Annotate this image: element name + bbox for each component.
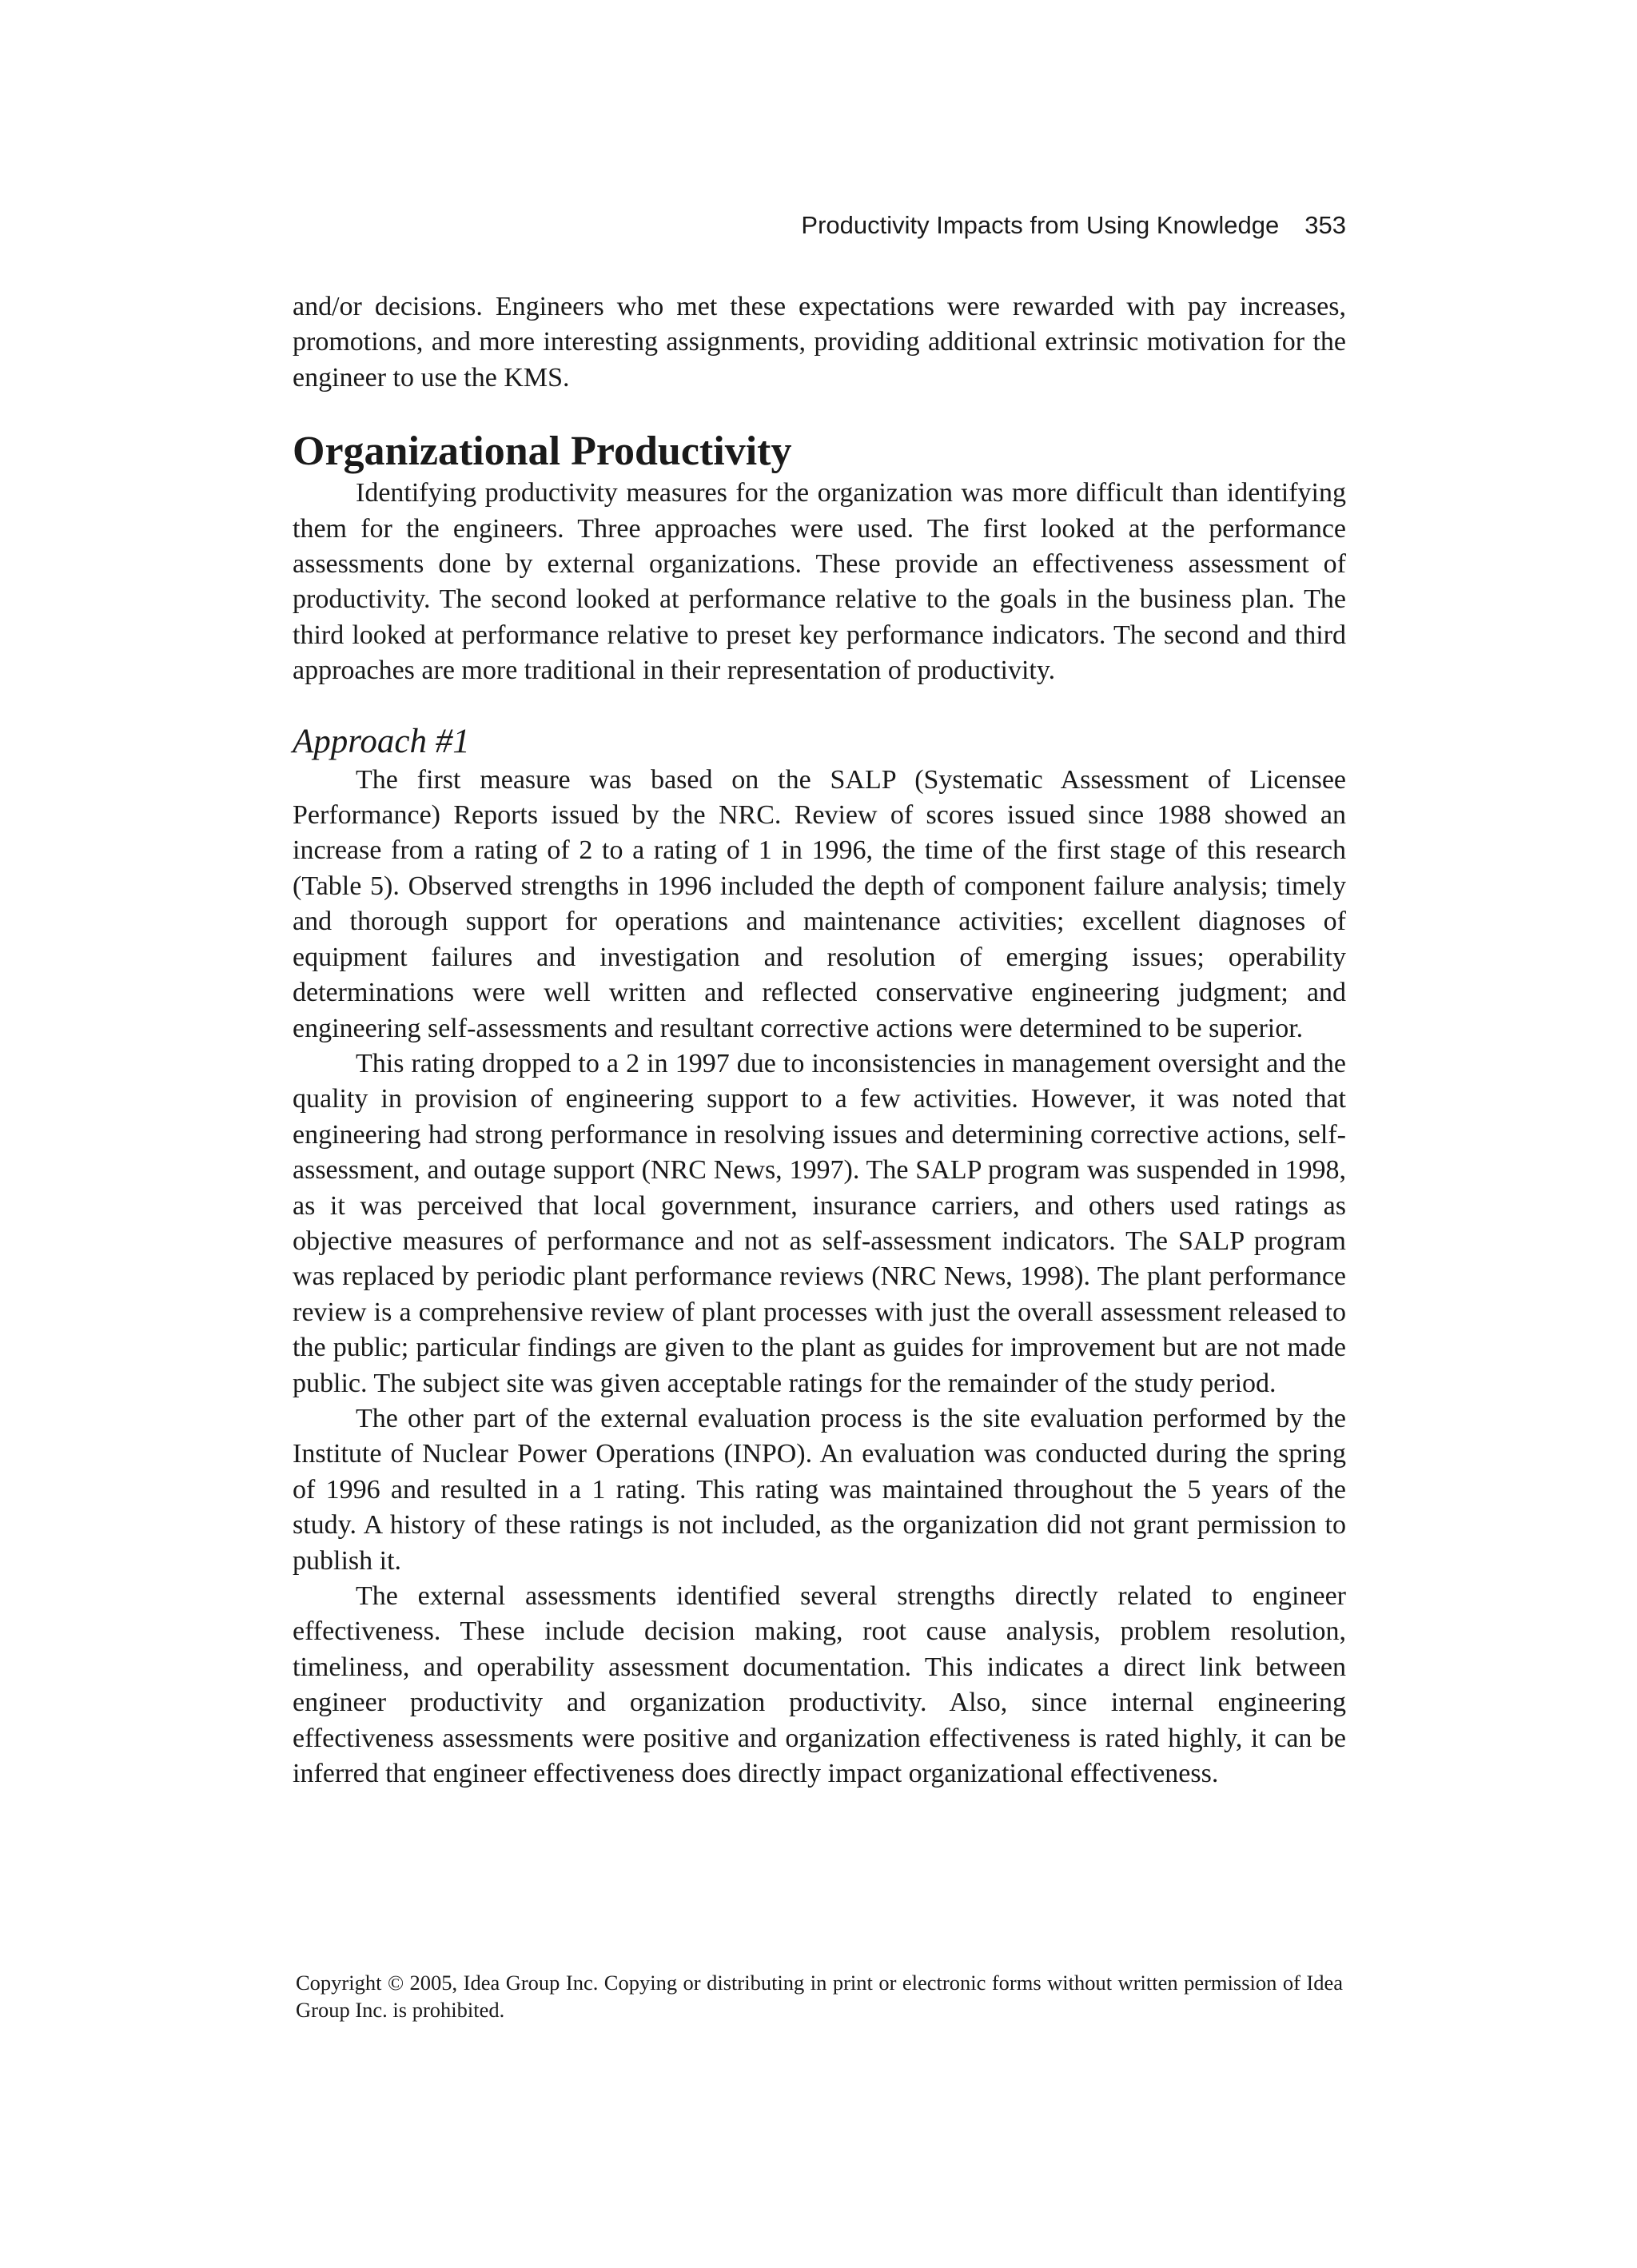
approach1-paragraph-3: The other part of the external evaluation process is the site evaluation performed by the Institute of Nuclear Power Operations (INPO). An evaluation was conducted during the spring of 1996 and resulted in a 1 rating. This rating was maintained throughout the 5 years of the study. A history of these ratings is not included, as the organization did not grant permission to publish it. bbox=[293, 1403, 1346, 1576]
section-heading: Organizational Productivity bbox=[293, 428, 792, 475]
approach1-paragraph-2: This rating dropped to a 2 in 1997 due to inconsistencies in management oversight and the quality in provision of engineering support to a few activities. However, it was noted that engineering had strong performance in resolving issues and determining corrective actions, self-assessment, and outage support (NRC News, 1997). The SALP program was suspended in 1998, as it was perceived that local government, insurance carriers, and others used ratings as objective measures of performance and not as self-assessment indicators. The SALP program was replaced by periodic plant performance reviews (NRC News, 1998). The plant performance review is a comprehensive review of plant processes with just the overall assessment released to the public; particular findings are given to the plant as guides for improvement but are not made public. The subject site was given acceptable ratings for the remainder of the study period. bbox=[293, 1048, 1346, 1398]
approach1-paragraph-4: The external assessments identified several strengths directly related to engineer effectiveness. These include decision making, root cause analysis, problem resolution, timeliness, and operability assessment documentation. This indicates a direct link between engineer productivity and organization productivity. Also, since internal engineering effectiveness assessments were positive and organization effectiveness is rated highly, it can be inferred that engineer effectiveness does directly impact organizational effectiveness. bbox=[293, 1581, 1346, 1789]
org-productivity-paragraph: Identifying productivity measures for the organization was more difficult than identifying them for the engineers. Three approaches were used. The first looked at the performance assessments done by external organizations. These provide an effectiveness assessment of productivity. The second looked at performance relative to the goals in the business plan. The third looked at performance relative to preset key performance indicators. The second and third approaches are more traditional in their representation of productivity. bbox=[293, 478, 1346, 686]
intro-paragraph: and/or decisions. Engineers who met these expectations were rewarded with pay increases, promotions, and more interesting assignments, providing additional extrinsic motivation for the engineer to use the KMS. bbox=[293, 292, 1346, 393]
page-number: 353 bbox=[1304, 211, 1346, 239]
running-title: Productivity Impacts from Using Knowledge bbox=[801, 211, 1280, 239]
approach1-paragraph-1: The first measure was based on the SALP (Systematic Assessment of Licensee Performance) Reports issued by the NRC. Review of scores issued since 1988 showed an increase from a rating of 2 to a rating of 1 in 1996, the time of the first stage of this research (Table 5). Observed strengths in 1996 included the depth of component failure analysis; timely and thorough support for operations and maintenance activities; excellent diagnoses of equipment failures and investigation and resolution of emerging issues; operability determinations were well written and reflected conservative engineering judgment; and engineering self-assessments and resultant corrective actions were determined to be superior. bbox=[293, 764, 1346, 1043]
subsection-heading: Approach #1 bbox=[293, 722, 470, 760]
page-body bbox=[293, 289, 1346, 1792]
copyright-notice: Copyright © 2005, Idea Group Inc. Copying or distributing in print or electronic forms without written permission of Idea Group Inc. is prohibited. bbox=[296, 1971, 1343, 2022]
running-header bbox=[293, 209, 1346, 241]
